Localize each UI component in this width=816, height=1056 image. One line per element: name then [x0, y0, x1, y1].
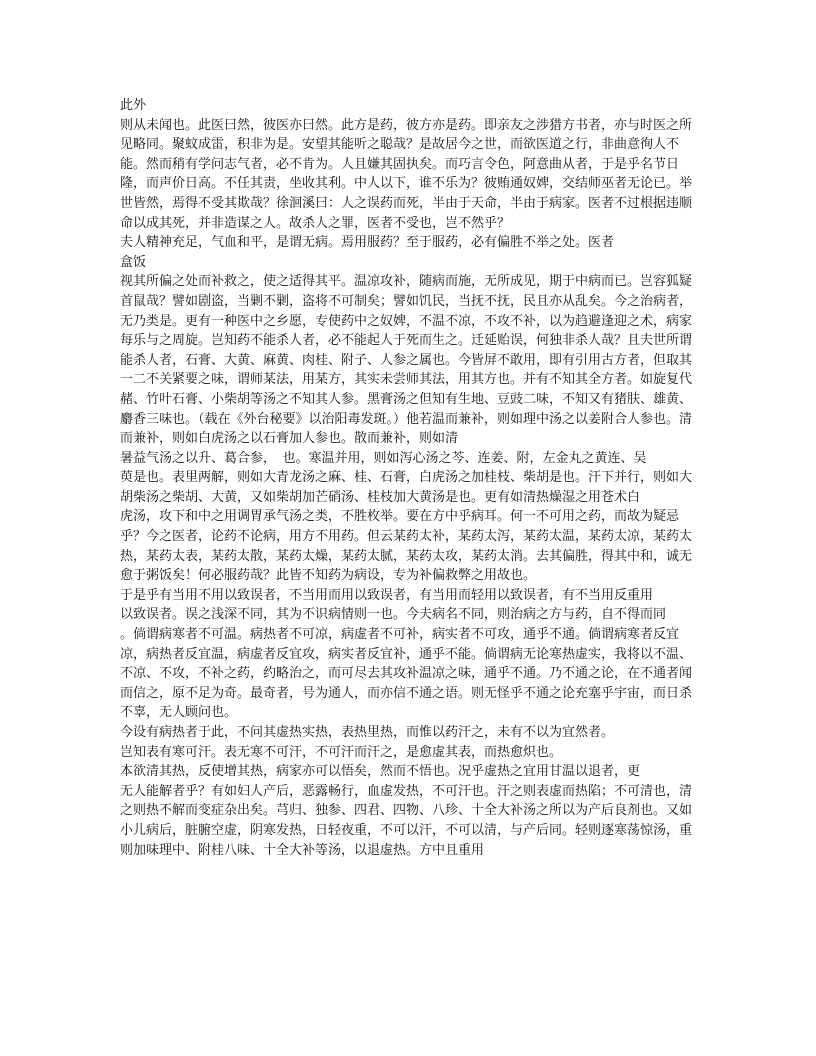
paragraph: 今设有病热者于此，不问其虚热实热，表热里热，而惟以药汗之，未有不以为宜然者。: [120, 725, 615, 740]
paragraph: 暑益气汤之以升、葛合参， 也。寒温并用，则如泻心汤之芩、连姜、附，左金丸之黄连、吴: [120, 450, 647, 466]
paragraph: 无人能解者乎？有如妇人产后，恶露畅行，血虚发热，不可汗也。汗之则表虚而热陷；不可清也，清之则热不解而变症杂出矣。芎归、独参、四君、四物、八珍、十全大补汤之所以为产后良剂也。又如小儿病后，脏腑空虚，阴寒发热，日轻夜重，不可以汗，不可以清，与产后同。轻则逐寒荡惊汤，重则加味理中、附桂八味、十全大补等汤，以退虚热。方中且重用: [120, 783, 693, 858]
paragraph: 本欲清其热，反使增其热，病家亦可以悟矣，然而不悟也。况乎虚热之宜用甘温以退者，更: [120, 764, 641, 780]
paragraph: 于是乎有当用不用以致误者，不当用而用以致误者，有当用而轻用以致误者，有不当用反重用: [120, 587, 654, 603]
paragraph: 萸是也。表里两解，则如大青龙汤之麻、桂、石膏，白虎汤之加桂枝、柴胡是也。汗下并行，则如大胡柴汤之柴胡、大黄，又如柴胡加芒硝汤、桂枝加大黄汤是也。更有如清热燥湿之用苍术白: [120, 470, 693, 505]
paragraph: 视其所偏之处而补救之，使之适得其平。温凉攻补，随病而施，无所成见，期于中病而已。岂容狐疑首鼠哉？譬如剧盗，当剿不剿，盗将不可制矣；譬如饥民，当抚不抚，民且亦从乱矣。今之治病者，无乃类是。更有一种医中之乡愿，专使药中之奴婢，不温不凉，不攻不补，以为趋避逢迎之术，病家每乐与之周旋。岂知药不能杀人者，必不能起人于死而生之。迁延贻误，何独非杀人哉？且夫世所谓能杀人者，石膏、大黄、麻黄、肉桂、附子、人参之属也。今皆屏不敢用，即有引用古方者，但取其一二不关紧要之味，谓师某法，用某方，其实未尝师其法，用其方也。并有不知其全方者。如旋复代赭、竹叶石膏、小柴胡等汤之不知其人参。黑膏汤之但知有生地、豆豉二味，不知又有猪肤、雄黄、麝香三味也。（载在《外台秘要》以治阳毒发斑。）他若温而兼补，则如理中汤之以姜附合人参也。清而兼补，则如白虎汤之以石膏加人参也。散而兼补，则如清: [120, 274, 693, 447]
paragraph: 则从未闻也。此医曰然，彼医亦曰然。此方是药，彼方亦是药。即亲友之涉猎方书者，亦与时医之所见略同。聚蚊成雷，积非为是。安望其能听之聪哉？是故居今之世，而欲医道之行，非曲意徇人不能。然而稍有学问志气者，必不肯为。人且嫌其固执矣。而巧言令色，阿意曲从者，于是乎名节日隆，而声价日高。不任其责，坐收其利。中人以下，谁不乐为？彼贿通奴婢，交结师巫者无论已。举世皆然，焉得不受其欺哉？徐洄溪曰：人之误药而死，半由于天命，半由于病家。医者不过根据违顺命以成其死，并非造谋之人。故杀人之罪，医者不受也，岂不然乎？: [120, 117, 693, 231]
document-page: [120, 96, 692, 860]
paragraph: 盒饭: [120, 254, 147, 270]
paragraph: 以致误者。误之浅深不同，其为不识病情则一也。今夫病名不同，则治病之方与药，自不得而同: [120, 607, 667, 623]
paragraph: 。倘谓病寒者不可温。病热者不可凉，病虚者不可补，病实者不可攻，通乎不通。倘谓病寒者反宜凉，病热者反宜温，病虚者反宜攻，病实者反宜补，通乎不能。倘谓病无论寒热虚实，我将以不温、不凉、不攻，不补之药，约略治之，而可尽去其攻补温凉之味，通乎不通。乃不通之论，在不通者闻而信之，原不足为奇。最奇者，号为通人，而亦信不通之语。则无怪乎不通之论充塞乎宇宙，而日杀不辜，无人顾问也。: [120, 627, 693, 721]
paragraph: 此外: [120, 98, 147, 113]
paragraph: 岂知表有寒可汗。表无寒不可汗，不可汗而汗之，是愈虚其表，而热愈炽也。: [120, 744, 563, 760]
paragraph: 虎汤，攻下和中之用调胃承气汤之类，不胜枚举。要在方中乎病耳。何一不可用之药，而故为疑忌乎？今之医者，论药不论病，用方不用药。但云某药太补，某药太泻，某药太温，某药太凉，某药太热，某药太表，某药太散，某药太燥，某药太腻，某药太攻，某药太消。去其偏胜，得其中和，诚无愈于粥饭矣！何必服药哉？此皆不知药为病设，专为补偏救弊之用故也。: [120, 509, 693, 584]
paragraph: 夫人精神充足，气血和平，是谓无病。焉用服药？至于服药，必有偏胜不举之处。医者: [120, 235, 615, 251]
